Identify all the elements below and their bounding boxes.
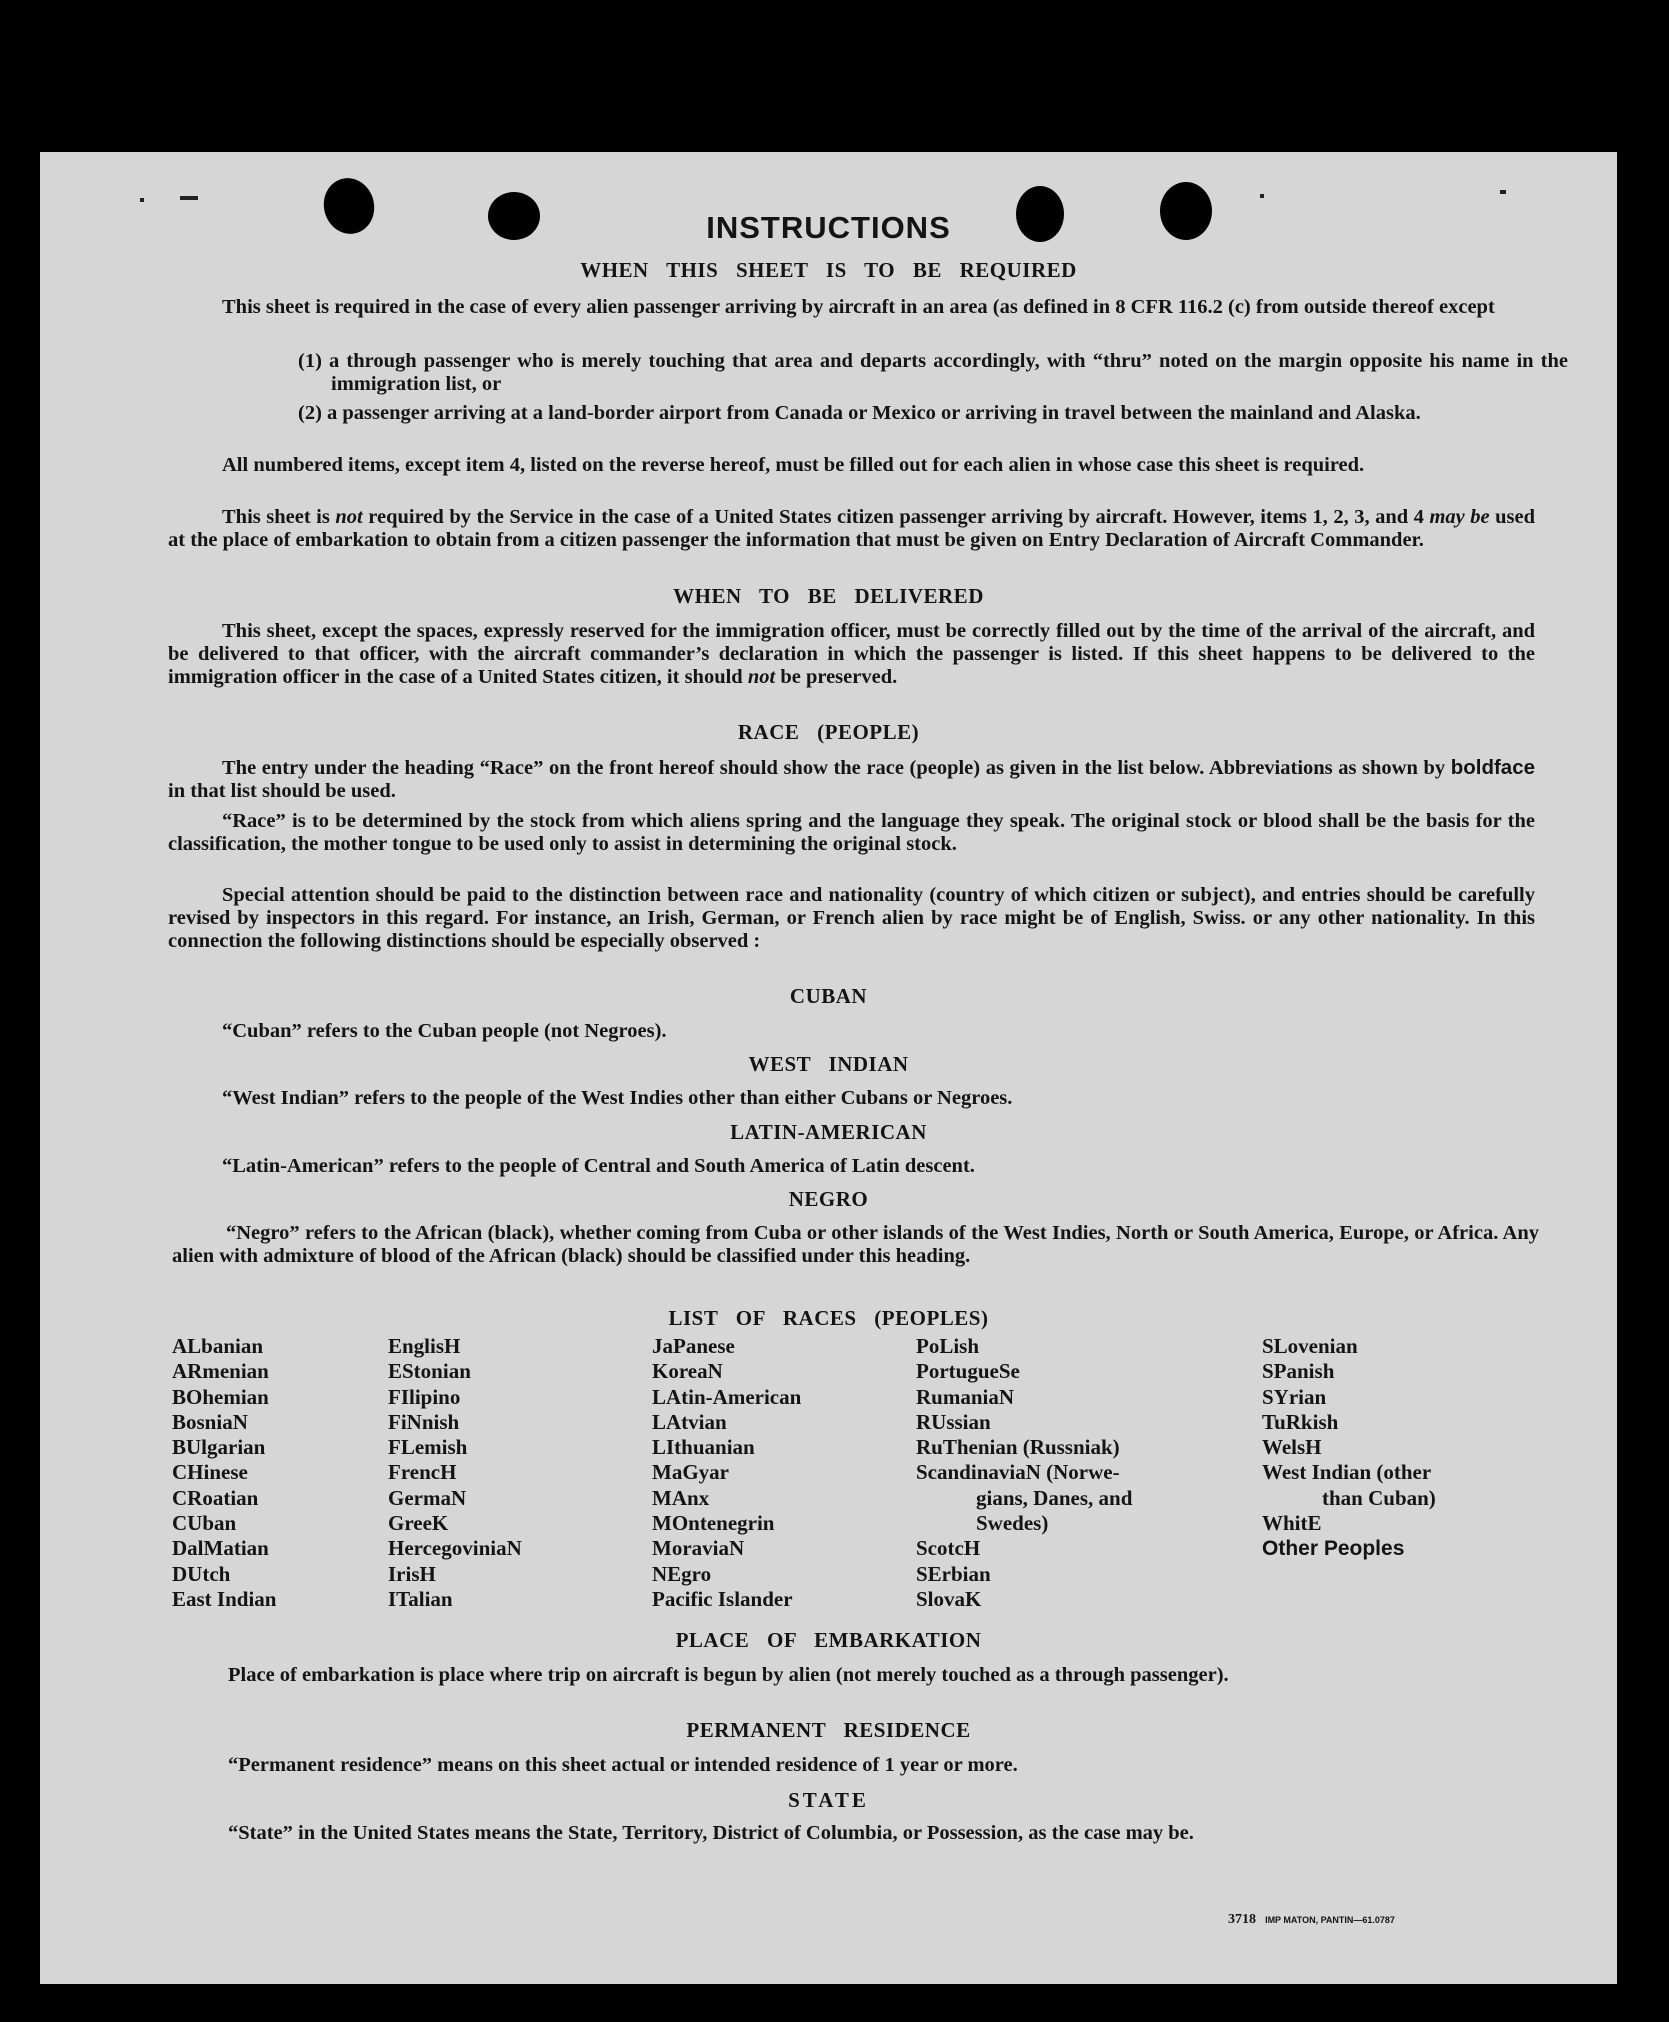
exception-item-2: (2) a passenger arriving at a land-border airport from Canada or Mexico or arriving in travel between the mainland and Alaska. <box>298 402 1421 424</box>
exception-item-1: (1) a through passenger who is merely touching that area and departs accordingly, with “thru” noted on the margin opposite his name in the immigration list, or <box>298 350 1568 395</box>
race-entry: GermaN <box>388 1485 467 1510</box>
race-entry: NEgro <box>652 1561 712 1586</box>
race-entry: SYrian <box>1262 1384 1327 1409</box>
emphasis: not <box>747 666 776 688</box>
race-entry: WhitE <box>1262 1511 1322 1536</box>
text-run: This sheet, except the spaces, expressly reserved for the immigration officer, must be correctly filled out by the time of the arrival of the aircraft, and be delivered to that officer, with the aircraft commander’s declaration in which the passenger is listed. If this sheet happens to be delivered to the immigration officer in the case of a United States citizen, it should <box>168 620 1535 688</box>
race-entry: RumaniaN <box>916 1384 1015 1409</box>
paragraph: “Negro” refers to the African (black), whether coming from Cuba or other islands of the West Indies, North or South America, Europe, or Africa. Any alien with admixture of blood of the African (black) should be classified under this heading. <box>172 1222 1539 1267</box>
text-run: This sheet is <box>222 506 336 528</box>
race-entry: gians, Danes, and <box>976 1485 1133 1510</box>
paragraph <box>168 620 1535 689</box>
race-entry: SPanish <box>1262 1359 1335 1384</box>
form-footer <box>1228 1912 1395 1928</box>
race-entry: WelsH <box>1262 1435 1322 1460</box>
paragraph: “Latin-American” refers to the people of Central and South America of Latin descent. <box>222 1155 975 1177</box>
heading-state: STATE <box>788 1788 869 1812</box>
speck <box>1260 194 1264 198</box>
race-entry: RuThenian (Russniak) <box>916 1435 1120 1460</box>
speck <box>140 198 144 202</box>
page-title: INSTRUCTIONS <box>706 210 951 245</box>
race-entry: SLovenian <box>1262 1334 1358 1358</box>
race-entry: LIthuanian <box>652 1435 755 1460</box>
race-entry: MaGyar <box>652 1460 729 1485</box>
document-sheet <box>40 152 1617 1984</box>
printer-mark: IMP MATON, PANTIN—61.0787 <box>1265 1915 1395 1925</box>
heading-embarkation: PLACE OF EMBARKATION <box>675 1628 982 1652</box>
race-entry: Pacific Islander <box>652 1586 793 1611</box>
heading-list-of-races: LIST OF RACES (PEOPLES) <box>668 1306 989 1330</box>
paragraph: This sheet is required in the case of every alien passenger arriving by aircraft in an area (as defined in 8 CFR 116.2 (c) from outside thereof except <box>222 296 1495 318</box>
race-entry: BUlgarian <box>172 1435 266 1460</box>
race-entry: KoreaN <box>652 1359 723 1384</box>
paragraph: Special attention should be paid to the distinction between race and nationality (country of which citizen or subject), and entries should be carefully revised by inspectors in this regard. For instance, an Irish, German, or French alien by race might be of English, Swiss. or any other nationality. In this connection the following distinctions should be especially observed : <box>168 884 1535 952</box>
race-entry: BOhemian <box>172 1384 269 1409</box>
paragraph: All numbered items, except item 4, listed on the reverse hereof, must be filled out for each alien in whose case this sheet is required. <box>222 454 1365 476</box>
race-entry: GreeK <box>388 1511 449 1536</box>
form-number: 3718 <box>1228 1912 1256 1927</box>
heading-required: WHEN THIS SHEET IS TO BE REQUIRED <box>580 258 1077 282</box>
race-entry: Swedes) <box>976 1511 1049 1536</box>
race-entry: FrencH <box>388 1460 457 1485</box>
race-entry: TuRkish <box>1262 1409 1339 1434</box>
race-entry: FiNnish <box>388 1409 460 1434</box>
race-entry: Other Peoples <box>1262 1537 1405 1561</box>
text-run: be preserved. <box>775 666 898 688</box>
race-entry: East Indian <box>172 1586 277 1611</box>
race-entry: CHinese <box>172 1460 248 1485</box>
race-entry: MoraviaN <box>652 1536 745 1561</box>
speck <box>180 196 198 200</box>
race-column <box>1262 1334 1436 1562</box>
race-entry: CUban <box>172 1511 237 1536</box>
race-entry: FLemish <box>388 1435 468 1460</box>
boldface-sample: boldface <box>1450 756 1535 779</box>
paragraph: “Permanent residence” means on this sheet actual or intended residence of 1 year or more. <box>228 1754 1018 1776</box>
emphasis: may be <box>1429 506 1490 528</box>
text-run: in that list should be used. <box>168 780 396 802</box>
race-entry: MOntenegrin <box>652 1511 775 1536</box>
race-entry: LAtvian <box>652 1409 727 1434</box>
paragraph: “Race” is to be determined by the stock from which aliens spring and the language they speak. The original stock or blood shall be the basis for the classification, the mother tongue to be used only to assist in determining the original stock. <box>168 810 1535 855</box>
race-column <box>652 1334 801 1612</box>
race-entry: ARmenian <box>172 1359 269 1384</box>
race-entry: ALbanian <box>172 1334 264 1358</box>
race-column <box>388 1334 522 1612</box>
heading-cuban: CUBAN <box>789 984 868 1008</box>
race-entry: FIlipino <box>388 1384 461 1409</box>
speck <box>1500 190 1506 194</box>
race-entry: SlovaK <box>916 1586 982 1611</box>
race-entry: DalMatian <box>172 1536 269 1561</box>
race-entry: MAnx <box>652 1485 710 1510</box>
emphasis: not <box>335 506 363 528</box>
text-run: used at the place of embarkation to obtain from a citizen passenger the information that must be given on Entry Declaration of Aircraft Commander. <box>168 506 1536 551</box>
race-column <box>172 1334 276 1612</box>
heading-latin-american: LATIN-AMERICAN <box>730 1120 927 1144</box>
paragraph: “Cuban” refers to the Cuban people (not Negroes). <box>222 1020 667 1042</box>
paragraph <box>168 756 1535 803</box>
text-run: The entry under the heading “Race” on the front hereof should show the race (people) as given in the list below. Abbreviations as shown by <box>222 757 1451 779</box>
race-entry: PortugueSe <box>916 1359 1020 1384</box>
heading-negro: NEGRO <box>788 1187 869 1211</box>
paragraph: “State” in the United States means the State, Territory, District of Columbia, or Possession, as the case may be. <box>228 1822 1194 1844</box>
heading-west-indian: WEST INDIAN <box>748 1052 909 1076</box>
race-entry: than Cuban) <box>1322 1485 1436 1510</box>
heading-race: RACE (PEOPLE) <box>737 720 920 744</box>
race-entry: ScandinaviaN (Norwe- <box>916 1460 1120 1485</box>
paragraph: “West Indian” refers to the people of the West Indies other than either Cubans or Negroes. <box>222 1087 1013 1109</box>
race-entry: CRoatian <box>172 1485 259 1510</box>
text-run: required by the Service in the case of a United States citizen passenger arriving by aircraft. However, items 1, 2, 3, and 4 <box>362 506 1430 528</box>
paragraph: Place of embarkation is place where trip on aircraft is begun by alien (not merely touched as a through passenger). <box>228 1664 1229 1686</box>
race-entry: West Indian (other <box>1262 1460 1432 1485</box>
race-entry: ScotcH <box>916 1536 981 1561</box>
race-entry: PoLish <box>916 1334 980 1358</box>
heading-residence: PERMANENT RESIDENCE <box>686 1718 971 1742</box>
race-entry: EStonian <box>388 1359 471 1384</box>
race-entry: IrisH <box>388 1561 436 1586</box>
race-entry: DUtch <box>172 1561 231 1586</box>
race-entry: JaPanese <box>652 1334 735 1358</box>
race-entry: RUssian <box>916 1409 991 1434</box>
race-column <box>916 1334 1132 1612</box>
race-entry: HercegoviniaN <box>388 1536 522 1561</box>
paragraph <box>168 506 1535 552</box>
race-entry: ITalian <box>388 1586 453 1611</box>
race-entry: LAtin-American <box>652 1384 802 1409</box>
race-entry: EnglisH <box>388 1334 461 1358</box>
race-entry: BosniaN <box>172 1409 248 1434</box>
heading-delivered: WHEN TO BE DELIVERED <box>673 584 984 608</box>
race-entry: SErbian <box>916 1561 991 1586</box>
